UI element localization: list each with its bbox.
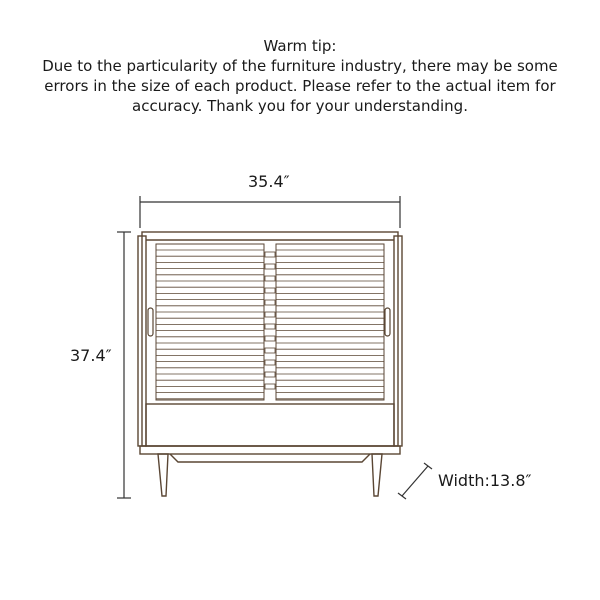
cabinet-base [158, 454, 382, 496]
right-handle [385, 308, 390, 336]
height-dimension-line [117, 232, 131, 498]
depth-dimension-label: Width:13.8″ [438, 471, 532, 490]
warm-tip-body: Due to the particularity of the furniture industry, there may be some errors in the size of each product. Please refer to the actual item for accuracy. Thank you for your understanding. [42, 57, 558, 115]
width-dimension-label: 35.4″ [248, 172, 290, 191]
left-door [156, 244, 264, 400]
right-door [276, 244, 384, 400]
warm-tip-title: Warm tip: [263, 37, 337, 55]
width-dimension-line [140, 196, 400, 228]
height-dimension-label: 37.4″ [70, 346, 112, 365]
door-slats [156, 250, 384, 399]
left-handle [148, 308, 153, 336]
depth-dimension-line [398, 463, 432, 499]
